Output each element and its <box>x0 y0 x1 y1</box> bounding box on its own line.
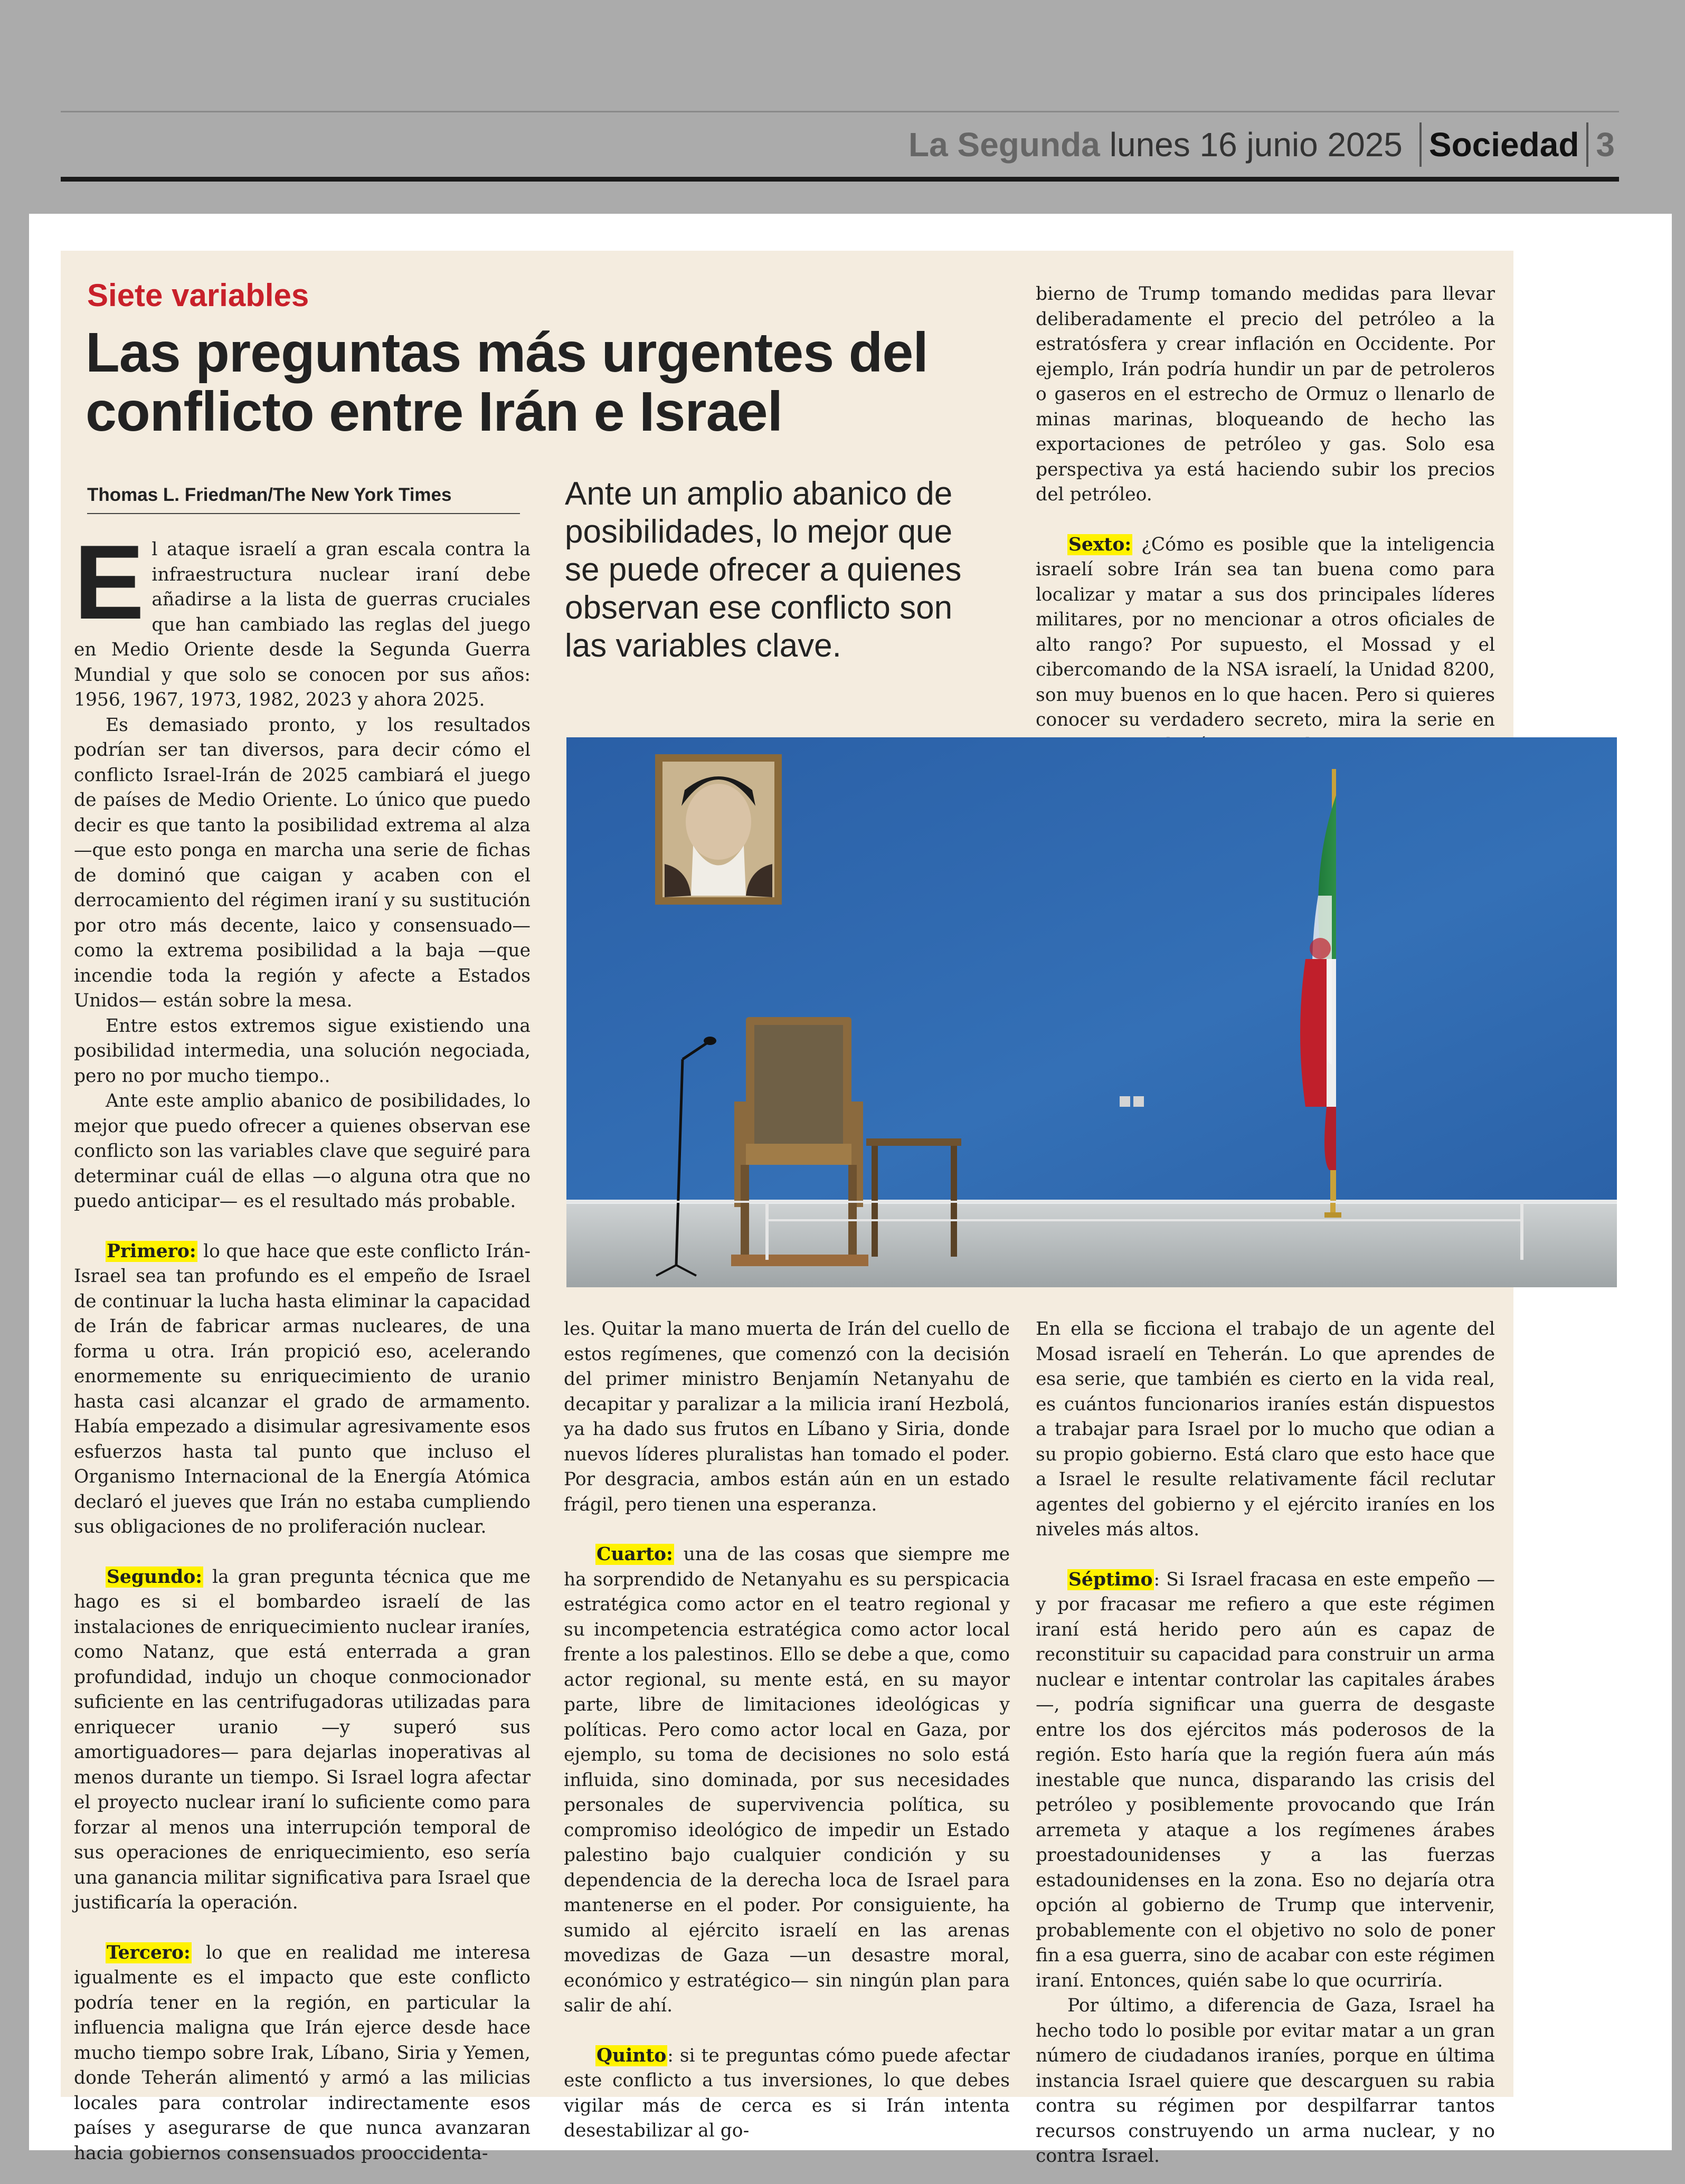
paragraph-text: una de las cosas que siempre me ha sorprendido de Netanyahu es su perspicacia estratégica como actor en el teatro regional y su incompetencia estratégica como actor local frente a los palestinos. Ello se debe a que, como actor regional, su mente está, en su mayor parte, libre de limitaciones ideológicas y políticas. Pero como actor local en Gaza, por ejemplo, su toma de decisiones no solo está influida, sino dominada, por sus necesidades personales de supervivencia política, su compromiso ideológico de impedir un Estado palestino bajo cualquier condición y su dependencia de la derecha loca de Israel para mantenerse en el poder. Por consiguiente, ha sumido al ejército israelí en las arenas movedizas de Gaza —un desastre moral, económico y estratégico— sin ningún plan para salir de ahí. <box>564 1544 1010 2016</box>
paragraph-tercero <box>74 1941 531 2167</box>
paragraph: les. Quitar la mano muerta de Irán del cuello de estos regímenes, que comenzó con la decisión del primer ministro Benjamín Netanyahu de decapitar y paralizar a la milicia iraní Hezbolá, ya ha dado sus frutos en Líbano y Siria, donde nuevos líderes pluralistas han tomado el poder. Por desgracia, ambos están aún en un estado frágil, pero tienen una esperanza. <box>564 1318 1010 1515</box>
paragraph-segundo <box>74 1565 531 1916</box>
paragraph: Ante este amplio abanico de posibilidades, lo mejor que puedo ofrecer a quienes observan ese conflicto son las variables clave que seguiré para determinar cuál de ellas —o alguna otra que no puedo anticipar— es el resultado más probable. <box>74 1090 531 1212</box>
page-number: 3 <box>1596 126 1615 164</box>
variable-label-septimo: Séptimo <box>1068 1569 1153 1590</box>
issue-date: lunes 16 junio 2025 <box>1109 126 1403 164</box>
paragraph: Por último, a diferencia de Gaza, Israel ha hecho todo lo posible por evitar matar a un gran número de ciudadanos iraníes, porque en última instancia Israel quiere que descarguen su rabia contra su régimen por despilfarrar tantos recursos construyendo un arma nuclear, y no contra Israel. <box>1036 1995 1495 2167</box>
paragraph: bierno de Trump tomando medidas para llevar deliberadamente el precio del petróleo a la estratósfera y crear inflación en Occidente. Por ejemplo, Irán podría hundir un par de petroleros o gaseros en el estrecho de Ormuz o llenarlo de minas marinas, bloqueando de hecho las exportaciones de petróleo y gas. Solo esa perspectiva ya está haciendo subir los precios del petróleo. <box>1036 283 1495 505</box>
masthead-divider <box>1586 122 1588 167</box>
column-2-bottom <box>564 1317 1010 2144</box>
paragraph-text: lo que hace que este conflicto Irán-Israel sea tan profundo es el empeño de Israel de continuar la lucha hasta eliminar la capacidad de Irán de fabricar armas nucleares, de una forma u otra. Irán propició eso, acelerando enormemente su enriquecimiento de uranio hasta casi alcanzar el grado de armamento. Había empezado a disimular agresivamente esos esfuerzos hasta tal punto que incluso el Organismo Internacional de la Energía Atómica declaró el jueves que Irán no estaba cumpliendo sus obligaciones de no proliferación nuclear. <box>74 1240 531 1537</box>
article-headline: Las preguntas más urgentes del conflicto entre Irán e Israel <box>86 321 928 443</box>
paragraph-septimo <box>1036 1568 1495 1994</box>
stage-floor <box>566 1202 1617 1287</box>
paragraph-quinto <box>564 2044 1010 2144</box>
paragraph: En ella se ficciona el trabajo de un agente del Mosad israelí en Teherán. Lo que aprendes de esa serie, que también es cierto en la vida real, es cuántos funcionarios iraníes están dispuestos a trabajar para Israel por lo mucho que odian a su propio gobierno. Está claro que esto hace que a Israel le resulte relativamente fácil reclutar agentes del gobierno y el ejército iraníes en los niveles más altos. <box>1036 1318 1495 1540</box>
paragraph-text: ¿Cómo es posible que la inteligencia israelí sobre Irán sea tan buena como para localizar y matar a sus dos principales líderes militares, por no mencionar a otros oficiales de alto rango? Por supuesto, el Mossad y el cibercomando de la NSA israelí, la Unidad 8200, son muy buenos en lo que hacen. Pero si quieres conocer su verdadero secreto, mira la serie en <box>1036 534 1495 730</box>
paragraph-text: : Si Israel fracasa en este empeño —y por fracasar me refiero a que este régimen iraní está herido pero aún es capaz de reconstituir su capacidad para construir un arma nuclear e intentar controlar las capitales árabes—, podría significar una guerra de desgaste entre los dos ejércitos más poderosos de la región. Esto haría que la región fuera aún más inestable que nunca, disparando las crisis del petróleo y posiblemente provocando que Irán arremeta y ataque a los regímenes árabes proestadounidenses y a las fuerzas estadounidenses en la zona. Eso no dejaría otra opción al gobierno de Trump que intervenir, probablemente con el objetivo no solo de poner fin a esa guerra, sino de acabar con este régimen iraní. Entonces, quién sabe lo que ocurriría. <box>1036 1569 1495 1991</box>
paragraph-primero <box>74 1239 531 1540</box>
variable-label-primero: Primero: <box>107 1240 196 1262</box>
article-photo <box>566 737 1617 1287</box>
section-name: Sociedad <box>1428 126 1579 164</box>
paragraph: Entre estos extremos sigue existiendo una posibilidad intermedia, una solución negociada, pero no por mucho tiempo.. <box>74 1015 531 1087</box>
variable-label-quinto: Quinto <box>597 2045 667 2066</box>
portrait-frame <box>655 754 782 905</box>
paragraph-cuarto <box>564 1542 1010 2019</box>
column-1 <box>74 524 531 2166</box>
article-kicker: Siete variables <box>87 278 309 313</box>
newspaper-name: La Segunda <box>908 126 1100 164</box>
pull-quote: Ante un amplio abanico de posibilidades, lo mejor que se puede ofrecer a quienes observan ese conflicto son las variables clave. <box>565 476 962 664</box>
paragraph-sexto <box>1036 533 1495 758</box>
variable-label-segundo: Segundo: <box>107 1566 203 1588</box>
variable-label-cuarto: Cuarto: <box>597 1544 673 1565</box>
article-byline: Thomas L. Friedman/The New York Times <box>87 485 520 514</box>
masthead-divider <box>1419 122 1422 167</box>
masthead <box>61 112 1619 182</box>
paragraph-text: la gran pregunta técnica que me hago es si el bombardeo israelí de las instalaciones de enriquecimiento nuclear iraníes, como Natanz, que está enterrada a gran profundidad, indujo un choque conmocionador suficiente en las centrifugadoras utilizadas para enriquecer uranio —y superó sus amortiguadores— para dejarlas inoperativas al menos durante un tiempo. Si Israel logra afectar el proyecto nuclear iraní lo suficiente como para forzar al menos una interrupción temporal de sus operaciones de enriquecimiento, eso sería una ganancia militar significativa para Israel que justificaría la operación. <box>74 1566 531 1913</box>
paragraph-intro <box>74 524 531 713</box>
paragraph-text: lo que en realidad me interesa igualmente es el impacto que este conflicto podría tener en la región, en particular la influencia maligna que Irán ejerce desde hace mucho tiempo sobre Irak, Líbano, Siria y Yemen, donde Teherán alimentó y armó a las milicias locales para controlar indirectamente esos países y asegurarse de que nunca avanzaran hacia gobiernos consensuados prooccidenta- <box>74 1942 531 2164</box>
paragraph: Es demasiado pronto, y los resultados podrían ser tan diversos, para decir cómo el conflicto Israel-Irán de 2025 cambiará el juego de países de Medio Oriente. Lo único que puedo decir es que tanto la posibilidad extrema al alza —que esto ponga en marcha una serie de fichas de dominó que caigan y acaben con el derrocamiento del régimen iraní y su sustitución por otro más decente, laico y consensuado— como la extrema posibilidad a la baja —que incendie toda la región y afecte a Estados Unidos— están sobre la mesa. <box>74 714 531 1011</box>
variable-label-tercero: Tercero: <box>107 1942 191 1963</box>
paragraph-text: l ataque israelí a gran escala contra la infraestructura nuclear iraní debe añadirse a la lista de guerras cruciales que han cambiado las reglas del juego en Medio Oriente desde la Segunda Guerra Mundial y que solo se conocen por sus años: 1956, 1967, 1973, 1982, 2023 y ahora 2025. <box>74 539 531 710</box>
column-3-top <box>1036 282 1495 758</box>
photo-empty-chair-scene <box>566 737 1617 1287</box>
column-3-bottom <box>1036 1317 1495 2169</box>
paragraph-text: : si te preguntas cómo puede afectar este conflicto a tus inversiones, lo que debes vigilar más de cerca es si Irán intenta desestabilizar al go- <box>564 2045 1010 2141</box>
drop-cap: E <box>74 524 145 641</box>
variable-label-sexto: Sexto: <box>1068 534 1132 555</box>
